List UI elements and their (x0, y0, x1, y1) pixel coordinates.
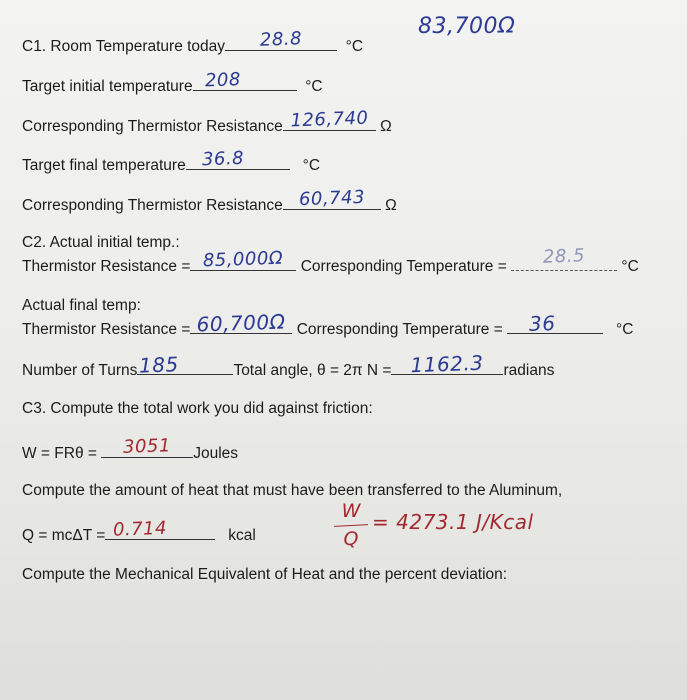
initial-resistance-value: 85,000Ω (202, 247, 284, 272)
margin-resistance-note: 83,700Ω (418, 14, 516, 39)
initial-temperature-unit: °C (621, 258, 639, 275)
room-temperature-label: C1. Room Temperature today (22, 38, 226, 55)
final-temperature-unit: °C (616, 321, 634, 338)
initial-resistance-blank (190, 247, 296, 272)
room-temperature-row (22, 28, 364, 56)
thermistor-resistance-1-blank (283, 107, 376, 132)
final-resistance-value: 60,700Ω (196, 309, 287, 337)
work-blank (101, 435, 193, 458)
angle-unit: radians (503, 362, 555, 379)
thermistor-resistance-2-label: Corresponding Thermistor Resistance (22, 197, 283, 214)
thermistor-resistance-2-row (22, 186, 397, 215)
heat-row (22, 517, 256, 545)
ratio-result: = 4273.1 J/Kcal (372, 510, 534, 534)
work-unit: Joules (193, 445, 239, 462)
angle-blank (391, 350, 503, 378)
final-resistance-label: Thermistor Resistance = (22, 321, 191, 338)
heat-heading: Compute the amount of heat that must have been transferred to the Aluminum, (22, 482, 563, 499)
target-initial-unit: °C (305, 78, 323, 95)
target-initial-blank (193, 69, 297, 92)
thermistor-resistance-1-row (22, 107, 392, 136)
initial-temperature-value: 28.5 (542, 245, 586, 268)
turns-row (22, 350, 555, 380)
turns-label: Number of Turns (22, 362, 138, 379)
thermistor-resistance-1-label: Corresponding Thermistor Resistance (22, 118, 283, 135)
thermistor-resistance-1-unit: Ω (380, 118, 392, 135)
work-value: 3051 (122, 435, 172, 458)
final-resistance-blank (190, 309, 292, 337)
work-row (22, 435, 239, 463)
target-final-value: 36.8 (201, 147, 245, 171)
ratio-numerator: W (341, 500, 361, 522)
ratio-fraction-bar (334, 524, 368, 527)
turns-blank (137, 352, 233, 378)
mechanical-equivalent-heading: Compute the Mechanical Equivalent of Heat and the percent deviation: (22, 566, 508, 583)
final-temperature-value: 36 (528, 310, 556, 336)
target-final-unit: °C (302, 157, 321, 174)
thermistor-resistance-2-blank (283, 186, 381, 211)
work-heading: C3. Compute the total work you did against friction: (22, 400, 373, 417)
heat-value: 0.714 (112, 517, 168, 541)
target-initial-value: 208 (204, 69, 241, 92)
final-temperature-blank (507, 310, 603, 336)
room-temperature-blank (225, 28, 337, 51)
actual-final-heading: Actual final temp: (22, 297, 141, 314)
target-final-row (22, 147, 321, 175)
thermistor-resistance-2-unit: Ω (385, 197, 397, 214)
heat-label: Q = mcΔT = (22, 527, 106, 544)
target-final-blank (186, 147, 290, 171)
initial-temperature-blank (511, 245, 617, 271)
thermistor-resistance-2-value: 60,743 (298, 186, 366, 211)
final-temperature-label: Corresponding Temperature = (296, 321, 503, 338)
ratio-denominator: Q (343, 528, 359, 550)
actual-initial-row (22, 245, 639, 276)
target-final-label: Target final temperature (22, 157, 186, 174)
actual-initial-heading: C2. Actual initial temp.: (22, 234, 180, 251)
target-initial-row (22, 69, 323, 96)
work-label: W = FRθ = (22, 445, 97, 462)
thermistor-resistance-1-value: 126,740 (289, 107, 369, 132)
initial-temperature-label: Corresponding Temperature = (300, 258, 507, 275)
initial-resistance-label: Thermistor Resistance = (22, 258, 191, 275)
target-initial-label: Target initial temperature (22, 78, 193, 95)
actual-final-row (22, 309, 634, 339)
room-temperature-value: 28.8 (259, 28, 303, 51)
angle-value: 1162.3 (410, 350, 485, 378)
room-temperature-unit: °C (345, 38, 364, 55)
heat-blank (105, 517, 215, 541)
angle-label: Total angle, θ = 2π N = (233, 362, 392, 379)
turns-value: 185 (139, 352, 180, 378)
heat-unit: kcal (228, 527, 256, 544)
